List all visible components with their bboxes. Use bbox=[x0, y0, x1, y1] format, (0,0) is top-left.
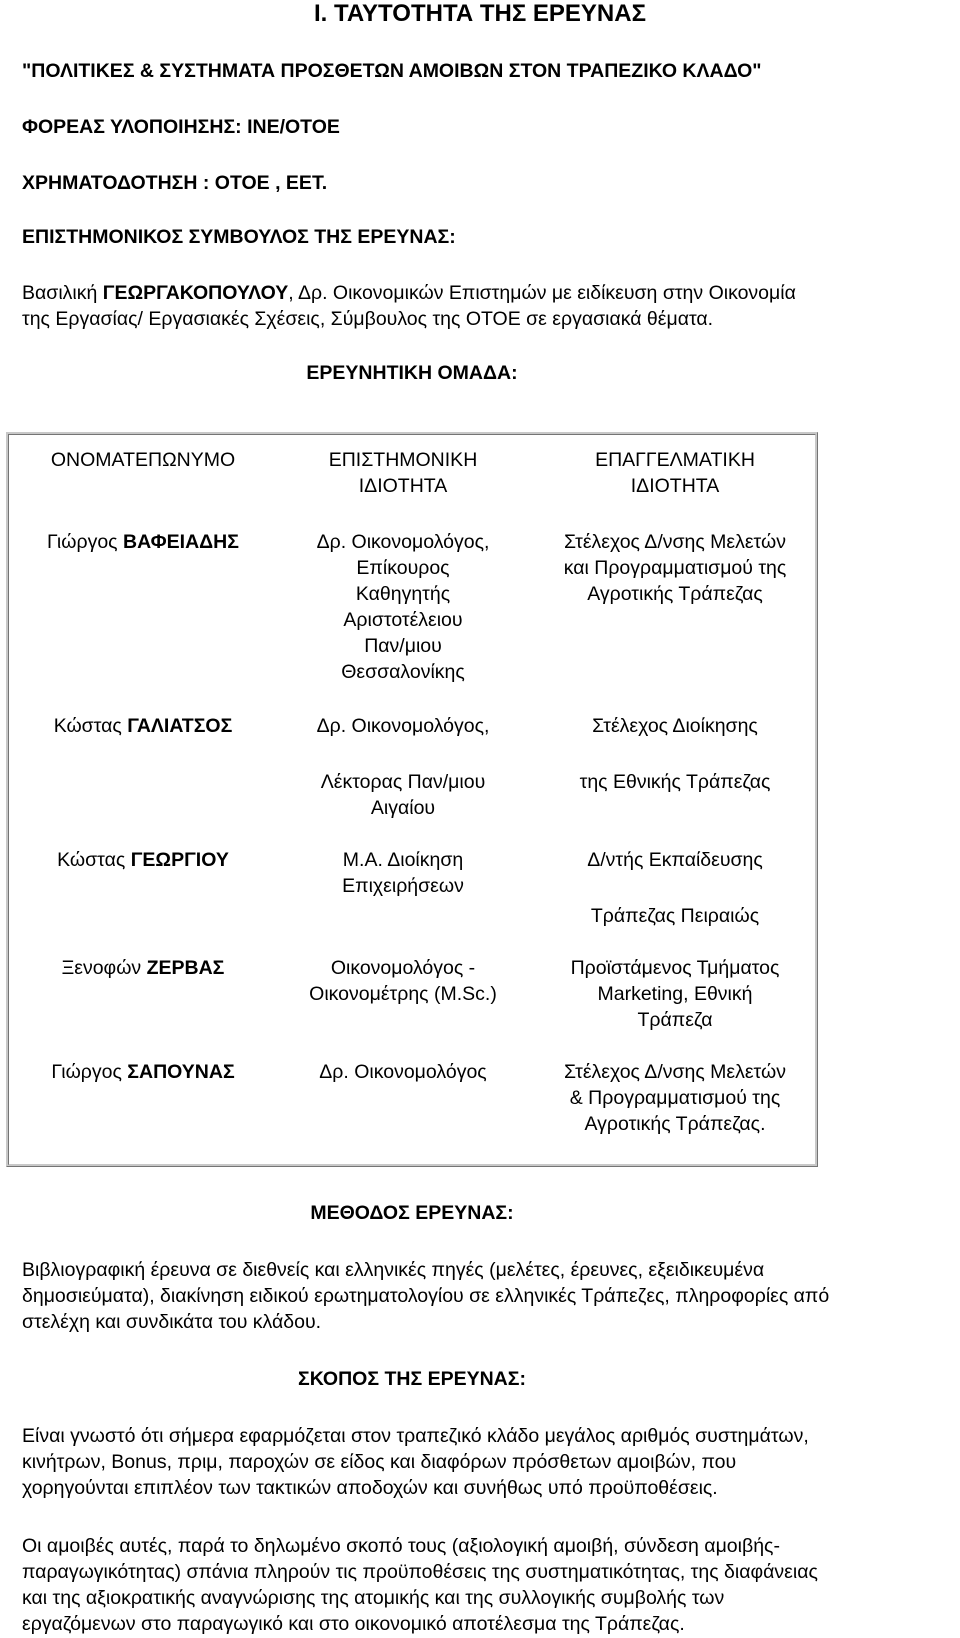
purpose-paragraph-1: Είναι γνωστό ότι σήμερα εφαρμόζεται στον τραπεζικό κλάδο μεγάλος αριθμός συστημάτων, κινήτρων, Bonus, πριμ, παροχών σε είδος και διαφόρων πρόσθετων αμοιβών, που χορηγούνται επιπλέον των τακτικών αποδοχών και συνήθως υπό προϋποθέσεις. bbox=[22, 1425, 809, 1499]
table-row-name: Γιώργος ΒΑΦΕΙΑΔΗΣ bbox=[47, 531, 239, 553]
advisor-description: , Δρ. Οικονομικών Επιστημών με ειδίκευση στην Οικονομία bbox=[288, 282, 796, 304]
team-table bbox=[6, 432, 818, 1167]
method-heading: ΜΕΘΟΔΟΣ ΕΡΕΥΝΑΣ: bbox=[310, 1202, 514, 1224]
team-heading: ΕΡΕΥΝΗΤΙΚΗ ΟΜΑΔΑ: bbox=[306, 362, 518, 384]
advisor-label: ΕΠΙΣΤΗΜΟΝΙΚΟΣ ΣΥΜΒΟΥΛΟΣ ΤΗΣ ΕΡΕΥΝΑΣ: bbox=[22, 226, 456, 248]
table-row-professional: Στέλεχος Διοίκησης της Εθνικής Τράπεζας bbox=[579, 715, 771, 793]
header-scientific-line-2: ΙΔΙΟΤΗΤΑ bbox=[358, 475, 448, 497]
header-scientific-line-1: ΕΠΙΣΤΗΜΟΝΙΚΗ bbox=[328, 449, 478, 471]
table-row-name: Γιώργος ΣΑΠΟΥΝΑΣ bbox=[51, 1061, 235, 1083]
advisor-first-name: Βασιλική bbox=[22, 282, 103, 304]
document-title: Ι. ΤΑΥΤΟΤΗΤΑ ΤΗΣ ΕΡΕΥΝΑΣ bbox=[314, 0, 646, 27]
table-row-scientific: Οικονομολόγος - Οικονομέτρης (M.Sc.) bbox=[309, 957, 497, 1005]
method-paragraph: Βιβλιογραφική έρευνα σε διεθνείς και ελληνικές πηγές (μελέτες, έρευνες, εξειδικευμένα δημοσιεύματα), διακίνηση ειδικού ερωτηματολογίου σε ελληνικές Τράπεζες, πληροφορίες από στελέχη και συνδικάτα του κλάδου. bbox=[22, 1259, 830, 1333]
header-professional bbox=[531, 447, 819, 499]
table-row-professional: Στέλεχος Δ/νσης Μελετών και Προγραμματισμού της Αγροτικής Τράπεζας bbox=[563, 531, 787, 605]
header-scientific bbox=[281, 447, 525, 499]
advisor-line-2: της Εργασίας/ Εργασιακές Σχέσεις, Σύμβουλος της ΟΤΟΕ σε εργασιακά θέματα. bbox=[22, 308, 714, 330]
table-row-name: Κώστας ΓΕΩΡΓΙΟΥ bbox=[57, 849, 229, 871]
project-title: "ΠΟΛΙΤΙΚΕΣ & ΣΥΣΤΗΜΑΤΑ ΠΡΟΣΘΕΤΩΝ ΑΜΟΙΒΩΝ ΣΤΟΝ ΤΡΑΠΕΖΙΚΟ ΚΛΑΔΟ" bbox=[22, 60, 762, 82]
header-professional-line-2: ΙΔΙΟΤΗΤΑ bbox=[630, 475, 720, 497]
implementer-line: ΦΟΡΕΑΣ ΥΛΟΠΟΙΗΣΗΣ: ΙΝΕ/ΟΤΟΕ bbox=[22, 116, 340, 138]
table-row-scientific: Μ.Α. Διοίκηση Επιχειρήσεων bbox=[342, 849, 464, 897]
table-row-professional: Στέλεχος Δ/νσης Μελετών & Προγραμματισμού της Αγροτικής Τράπεζας. bbox=[564, 1061, 786, 1135]
header-name: ΟΝΟΜΑΤΕΠΩΝΥΜΟ bbox=[50, 449, 236, 471]
table-row-professional: Προϊστάμενος Τμήματος Marketing, Εθνική Τράπεζα bbox=[570, 957, 780, 1031]
table-row-scientific: Δρ. Οικονομολόγος, Επίκουρος Καθηγητής Αριστοτέλειου Παν/μιου Θεσσαλονίκης bbox=[316, 531, 490, 683]
table-row-name: Ξενοφών ΖΕΡΒΑΣ bbox=[61, 957, 225, 979]
purpose-heading: ΣΚΟΠΟΣ ΤΗΣ ΕΡΕΥΝΑΣ: bbox=[298, 1368, 526, 1390]
table-row-professional: Δ/ντής Εκπαίδευσης Τράπεζας Πειραιώς bbox=[587, 849, 763, 927]
table-row-scientific: Δρ. Οικονομολόγος, Λέκτορας Παν/μιου Αιγαίου bbox=[316, 715, 490, 819]
advisor-line-1 bbox=[22, 280, 952, 306]
table-row-scientific: Δρ. Οικονομολόγος bbox=[319, 1061, 487, 1083]
advisor-last-name: ΓΕΩΡΓΑΚΟΠΟΥΛΟΥ bbox=[102, 282, 289, 304]
funding-line: ΧΡΗΜΑΤΟΔΟΤΗΣΗ : ΟΤΟΕ , ΕΕΤ. bbox=[22, 172, 328, 194]
table-row-name: Κώστας ΓΑΛΙΑΤΣΟΣ bbox=[53, 715, 233, 737]
header-professional-line-1: ΕΠΑΓΓΕΛΜΑΤΙΚΗ bbox=[595, 449, 755, 471]
purpose-paragraph-2: Οι αμοιβές αυτές, παρά το δηλωμένο σκοπό τους (αξιολογική αμοιβή, σύνδεση αμοιβής- παραγωγικότητας) σπάνια πληρούν τις προϋποθέσεις της συστηματικότητας, της διαφάνειας και της αξιοκρατικής αναγνώρισης της ατομικής και της συλλογικής συμβολής των εργαζόμενων στο παραγωγικό και στο οικονομικό αποτέλεσμα της Τράπεζας. bbox=[22, 1535, 818, 1635]
